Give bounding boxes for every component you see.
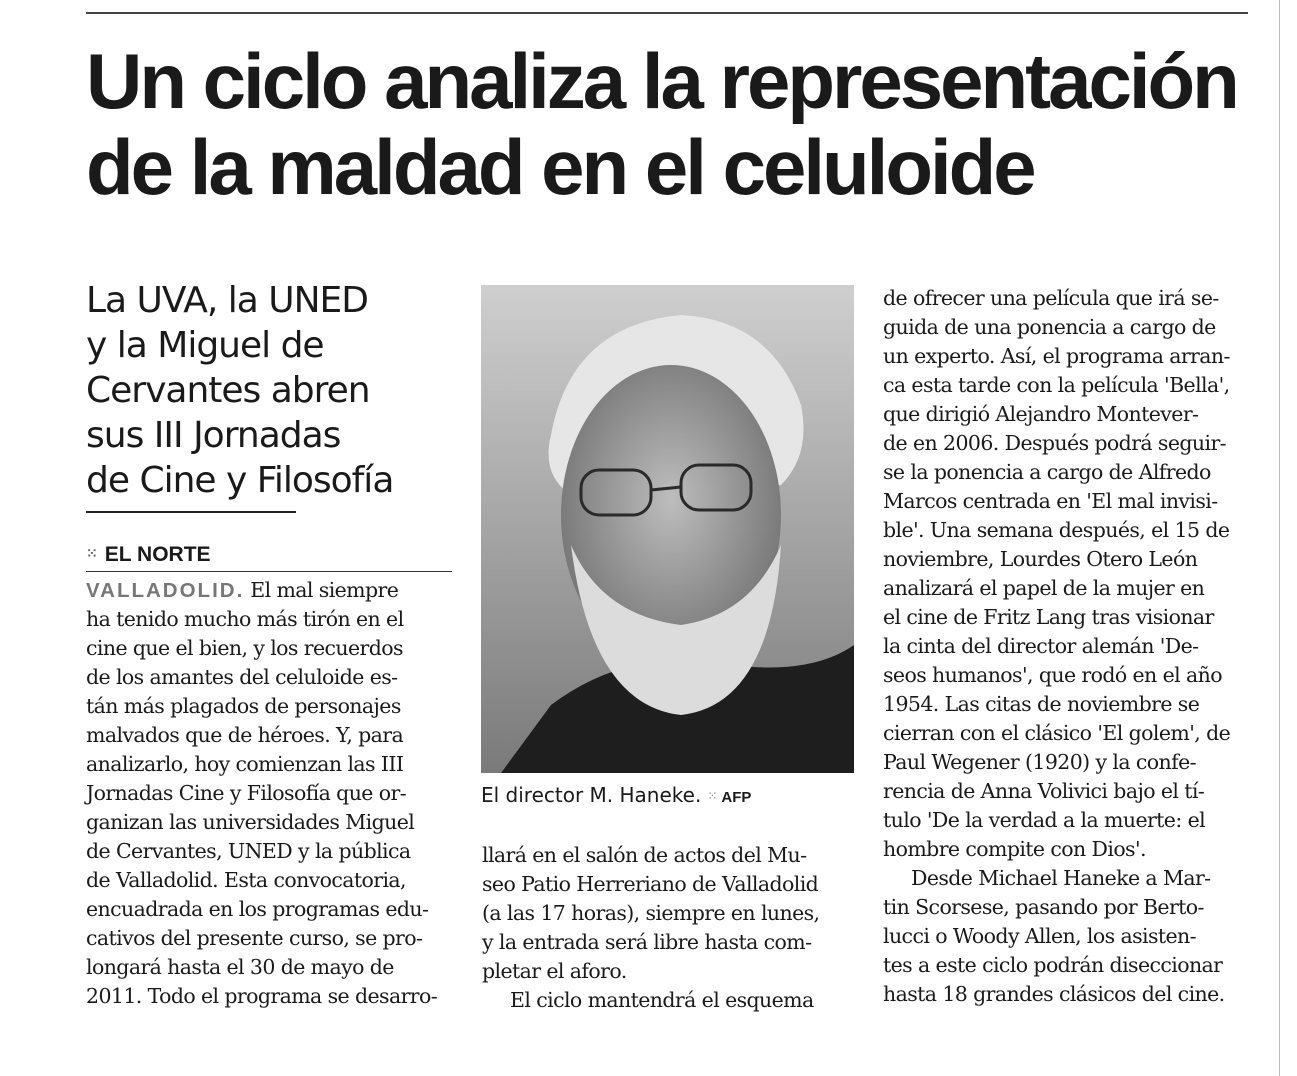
column-line-text: El mal siempre <box>250 578 399 602</box>
column-line: cierran con el clásico 'El golem', de <box>883 721 1231 745</box>
column-line: lucci o Woody Allen, los asisten- <box>883 924 1196 948</box>
article-column-1 <box>86 576 454 1011</box>
column-line: longará hasta el 30 de mayo de <box>86 955 394 979</box>
caption-dots-icon: ⁙ <box>707 789 718 803</box>
page-edge-line <box>1279 0 1280 1076</box>
column-line: analizará el papel de la mujer en <box>883 576 1205 600</box>
column-line: hombre compite con Dios'. <box>883 837 1146 861</box>
column-line: tes a este ciclo podrán diseccionar <box>883 953 1223 977</box>
byline-rule <box>86 571 452 572</box>
column-line: Desde Michael Haneke a Mar- <box>911 866 1211 890</box>
subheadline-line: de Cine y Filosofía <box>86 460 394 501</box>
headline-line: de la maldad en el celuloide <box>86 123 1034 211</box>
column-line: cativos del presente curso, se pro- <box>86 926 423 950</box>
column-line: de los amantes del celuloide es- <box>86 665 398 689</box>
column-line: se la ponencia a cargo de Alfredo <box>883 460 1211 484</box>
column-line: 1954. Las citas de noviembre se <box>883 692 1200 716</box>
column-line: de Cervantes, UNED y la pública <box>86 839 411 863</box>
column-line: tán más plagados de personajes <box>86 694 401 718</box>
column-line: ha tenido mucho más tirón en el <box>86 607 404 631</box>
dateline: VALLADOLID. <box>86 579 245 602</box>
column-line: 2011. Todo el programa se desarro- <box>86 984 438 1008</box>
subheadline-rule <box>86 511 296 513</box>
column-line: seo Patio Herreriano de Valladolid <box>482 872 819 896</box>
column-line: cine que el bien, y los recuerdos <box>86 636 403 660</box>
column-line: el cine de Fritz Lang tras visionar <box>883 605 1214 629</box>
headline-line: Un ciclo analiza la representación <box>86 37 1237 125</box>
column-line: rencia de Anna Volivici bajo el tí- <box>883 779 1205 803</box>
column-line: un experto. Así, el programa arran- <box>883 344 1230 368</box>
column-line: de Valladolid. Esta convocatoria, <box>86 868 406 892</box>
column-line: de ofrecer una película que irá se- <box>883 286 1219 310</box>
column-line <box>86 576 454 605</box>
subheadline-line: Cervantes abren <box>86 370 370 411</box>
column-line: analizarlo, hoy comienzan las III <box>86 752 404 776</box>
subheadline-line: sus III Jornadas <box>86 415 341 456</box>
column-line: encuadrada en los programas edu- <box>86 897 429 921</box>
column-line: hasta 18 grandes clásicos del cine. <box>883 982 1225 1006</box>
column-line: tulo 'De la verdad a la muerte: el <box>883 808 1206 832</box>
caption-text: El director M. Haneke. <box>481 783 702 807</box>
photo-credit: AFP <box>721 789 752 806</box>
article-column-3 <box>883 284 1255 1009</box>
headline <box>86 38 1266 210</box>
column-line: (a las 17 horas), siempre en lunes, <box>482 901 820 925</box>
subheadline-line: La UVA, la UNED <box>86 280 368 321</box>
portrait-photo-graphic <box>481 285 854 773</box>
subheadline-line: y la Miguel de <box>86 325 324 366</box>
column-line: ca esta tarde con la película 'Bella', <box>883 373 1230 397</box>
column-line: y la entrada será libre hasta com- <box>482 930 812 954</box>
photo-caption <box>481 783 751 807</box>
column-line: de en 2006. Después podrá seguir- <box>883 431 1226 455</box>
column-line: llará en el salón de actos del Mu- <box>482 843 807 867</box>
column-line: tin Scorsese, pasando por Berto- <box>883 895 1204 919</box>
article-column-2 <box>482 841 856 1015</box>
byline <box>86 543 211 567</box>
byline-text: EL NORTE <box>104 543 211 566</box>
column-line: El ciclo mantendrá el esquema <box>510 988 814 1012</box>
column-line: ganizan las universidades Miguel <box>86 810 415 834</box>
column-line: ble'. Una semana después, el 15 de <box>883 518 1230 542</box>
column-line: la cinta del director alemán 'De- <box>883 634 1199 658</box>
column-line: guida de una ponencia a cargo de <box>883 315 1216 339</box>
column-line: Paul Wegener (1920) y la confe- <box>883 750 1196 774</box>
portrait-photo <box>481 285 854 773</box>
bullet-dots-icon: ⁙ <box>86 545 97 561</box>
column-line: pletar el aforo. <box>482 959 627 983</box>
top-rule <box>86 12 1248 14</box>
column-line: que dirigió Alejandro Montever- <box>883 402 1199 426</box>
column-line: Marcos centrada en 'El mal invisi- <box>883 489 1218 513</box>
column-line: malvados que de héroes. Y, para <box>86 723 404 747</box>
column-line: Jornadas Cine y Filosofía que or- <box>86 781 407 805</box>
column-line: seos humanos', que rodó en el año <box>883 663 1222 687</box>
subheadline <box>86 278 466 503</box>
column-line: noviembre, Lourdes Otero León <box>883 547 1198 571</box>
